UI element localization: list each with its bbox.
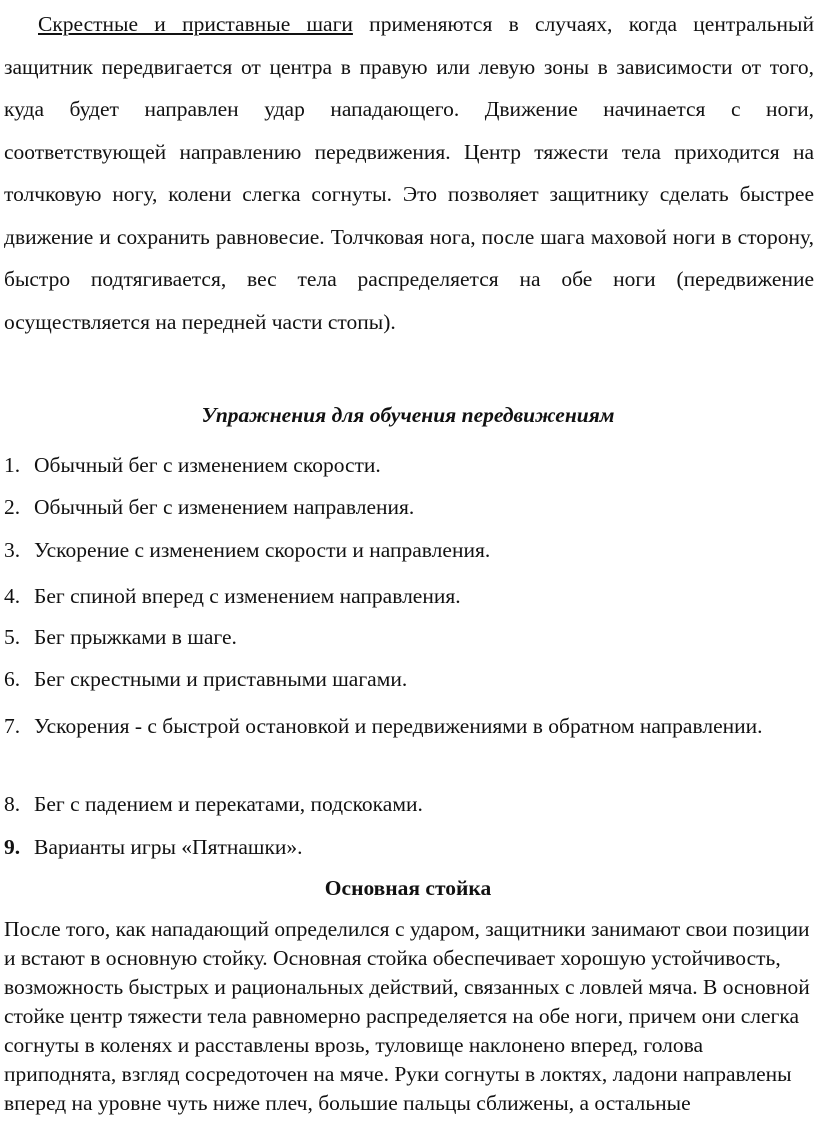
list-item xyxy=(4,450,804,480)
paragraph-text: применяются в случаях, когда центральный защитник передвигается от центра в правую или левую зоны в зависимости от того, куда будет направлен удар нападающего. Движение начинается с ноги, соответствующей направлению передвижения. Центр тяжести тела приходится на толчковую ногу, колени слегка согнуты. Это позволяет защитнику сделать быстрее движение и сохранить равновесие. Толчковая нога, после шага маховой ноги в сторону, быстро подтягивается, вес тела распределяется на обе ноги (передвижение осуществляется на передней части стопы). xyxy=(4,12,814,334)
paragraph-cross-steps xyxy=(4,3,814,343)
list-item-text: Бег прыжками в шаге. xyxy=(34,625,237,649)
underlined-term: Скрестные и приставные шаги xyxy=(38,12,353,36)
list-item-text: Обычный бег с изменением скорости. xyxy=(34,453,381,477)
list-item-text: Бег скрестными и приставными шагами. xyxy=(34,667,408,691)
list-item xyxy=(4,581,804,611)
list-item-text: Варианты игры «Пятнашки». xyxy=(34,835,303,859)
list-item-number: 7. xyxy=(4,714,21,738)
exercises-heading: Упражнения для обучения передвижениям xyxy=(201,403,615,427)
list-item xyxy=(4,664,804,694)
list-item xyxy=(4,492,804,522)
paragraph-basic-stance: После того, как нападающий определился с ударом, защитники занимают свои позиции и встают в основную стойку. Основная стойка обеспечивает хорошую устойчивость, возможность быстрых и рациональных действий, связанных с ловлей мяча. В основной стойке центр тяжести тела равномерно распределяется на обе ноги, причем они слегка согнуты в коленях и расставлены врозь, туловище наклонено вперед, голова приподнята, взгляд сосредоточен на мяче. Руки согнуты в локтях, ладони направлены вперед на уровне чуть ниже плеч, большие пальцы сближены, а остальные xyxy=(4,917,810,1115)
list-item-number: 6. xyxy=(4,667,21,691)
list-item-number: 4. xyxy=(4,584,21,608)
list-item-number: 8. xyxy=(4,792,21,816)
list-item-text: Обычный бег с изменением направления. xyxy=(34,495,415,519)
list-item xyxy=(4,705,804,747)
list-item xyxy=(4,789,804,819)
list-item-text: Ускорение с изменением скорости и направления. xyxy=(34,538,491,562)
list-item-number: 2. xyxy=(4,495,21,519)
list-item-text: Бег спиной вперед с изменением направления. xyxy=(34,584,461,608)
list-item-number: 9. xyxy=(4,835,21,859)
list-item xyxy=(4,832,804,862)
list-item-number: 3. xyxy=(4,538,21,562)
list-item-text: Ускорения - с быстрой остановкой и передвижениями в обратном направлении. xyxy=(34,714,763,738)
list-item xyxy=(4,622,804,652)
list-item xyxy=(4,535,804,565)
list-item-number: 1. xyxy=(4,453,21,477)
list-item-text: Бег с падением и перекатами, подскоками. xyxy=(34,792,423,816)
list-item-number: 5. xyxy=(4,625,21,649)
stance-heading: Основная стойка xyxy=(324,876,492,900)
